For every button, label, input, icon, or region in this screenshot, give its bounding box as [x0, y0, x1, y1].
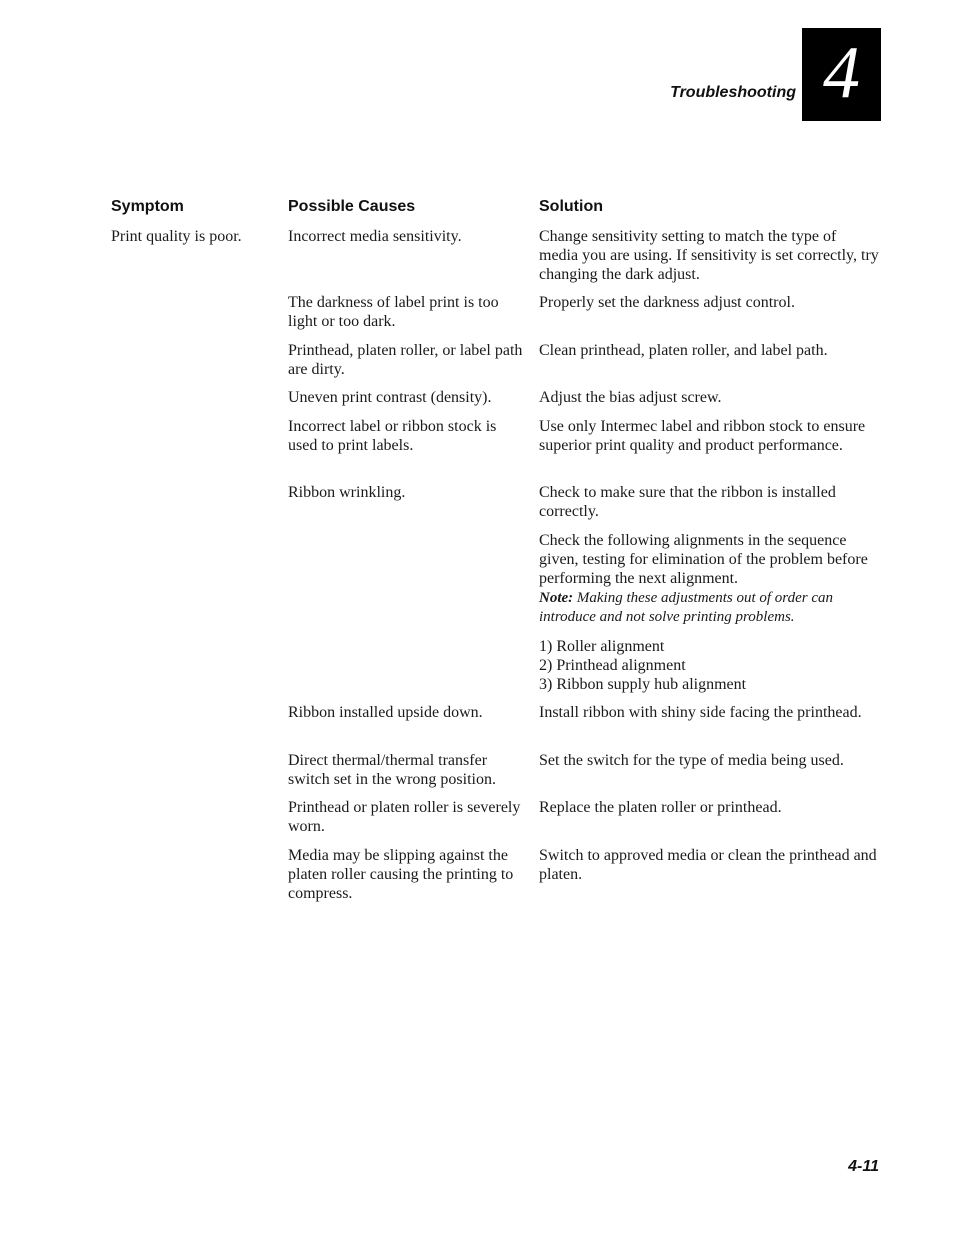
- chapter-tab: [802, 28, 881, 121]
- solution-cell: Replace the platen roller or printhead.: [539, 799, 782, 816]
- cause-cell: Printhead, platen roller, or label path are dirty.: [288, 342, 523, 379]
- cause-cell: Ribbon wrinkling.: [288, 484, 406, 501]
- cause-cell: Uneven print contrast (density).: [288, 389, 492, 406]
- solution-cell: Install ribbon with shiny side facing the printhead.: [539, 704, 862, 721]
- solution-cell: Clean printhead, platen roller, and label path.: [539, 342, 828, 359]
- solution-cell: Use only Intermec label and ribbon stock to ensure superior print quality and product performance.: [539, 418, 866, 455]
- cause-cell: Incorrect label or ribbon stock is used to print labels.: [288, 418, 497, 455]
- cause-cell: The darkness of label print is too light or too dark.: [288, 294, 499, 331]
- solution-cell: Check the following alignments in the sequence given, testing for elimination of the problem before performing the next alignment.: [539, 532, 868, 588]
- note-label: Note:: [539, 590, 574, 606]
- solution-cell: Switch to approved media or clean the printhead and platen.: [539, 847, 877, 884]
- symptom-cell: Print quality is poor.: [111, 228, 242, 245]
- solution-note: [539, 589, 879, 627]
- column-header-solution: Solution: [539, 198, 603, 215]
- solution-cell: Check to make sure that the ribbon is installed correctly.: [539, 484, 836, 521]
- cause-cell: Incorrect media sensitivity.: [288, 228, 462, 245]
- solution-cell: Adjust the bias adjust screw.: [539, 389, 722, 406]
- alignment-steps: [539, 637, 879, 695]
- column-header-possible-causes: Possible Causes: [288, 198, 416, 215]
- list-item: 1) Roller alignment: [539, 638, 665, 655]
- note-text: Making these adjustments out of order can introduce and not solve printing problems.: [539, 590, 833, 625]
- chapter-number: 4: [823, 31, 860, 114]
- running-header-title: Troubleshooting: [670, 84, 796, 101]
- cause-cell: Media may be slipping against the platen roller causing the printing to compress.: [288, 847, 514, 903]
- list-item: 3) Ribbon supply hub alignment: [539, 676, 747, 694]
- cause-cell: Ribbon installed upside down.: [288, 704, 483, 721]
- solution-cell: Set the switch for the type of media being used.: [539, 752, 844, 769]
- cause-cell: Printhead or platen roller is severely worn.: [288, 799, 521, 836]
- list-item: 2) Printhead alignment: [539, 657, 686, 675]
- cause-cell: Direct thermal/thermal transfer switch set in the wrong position.: [288, 752, 496, 789]
- solution-cell: Change sensitivity setting to match the type of media you are using. If sensitivity is set correctly, try changing the dark adjust.: [539, 228, 879, 284]
- page-number: 4-11: [848, 1158, 879, 1175]
- solution-cell: Properly set the darkness adjust control.: [539, 294, 795, 311]
- column-header-symptom: Symptom: [111, 198, 184, 215]
